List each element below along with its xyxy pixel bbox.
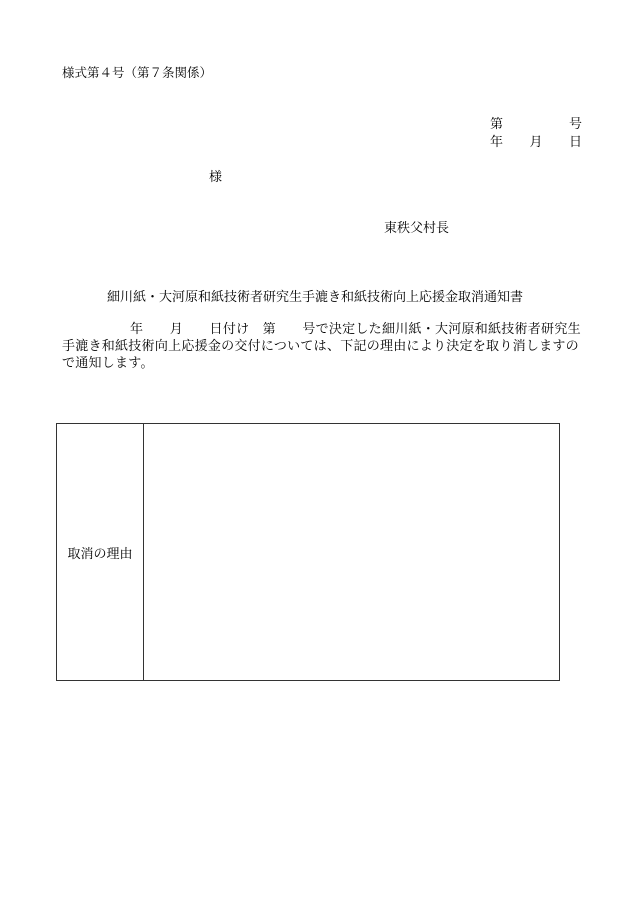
form-number: 様式第４号（第７条関係） xyxy=(62,65,213,80)
document-number-prefix: 第 xyxy=(490,117,504,132)
document-number xyxy=(490,113,582,132)
document-title: 細川紙・大河原和紙技術者研究生手漉き和紙技術向上応援金取消通知書 xyxy=(106,290,523,305)
date-year-label: 年 xyxy=(490,135,504,150)
reason-table xyxy=(56,423,560,681)
issuer-name: 東秩父村長 xyxy=(384,221,450,236)
document-number-suffix: 号 xyxy=(568,117,582,132)
reason-content-cell[interactable] xyxy=(144,424,559,680)
reason-label-cell xyxy=(57,424,144,680)
body-line-1: 年 月 日付け 第 号で決定した細川紙・大河原和紙技術者研究生 xyxy=(130,322,581,337)
reason-label: 取消の理由 xyxy=(67,546,133,562)
document-date xyxy=(490,131,582,150)
date-day-label: 日 xyxy=(568,135,582,150)
body-line-2: 手漉き和紙技術向上応援金の交付については、下記の理由により決定を取り消しますので通知します。 xyxy=(62,339,579,371)
recipient-honorific: 様 xyxy=(209,170,223,185)
body-paragraph xyxy=(62,321,582,372)
date-month-label: 月 xyxy=(529,135,543,150)
